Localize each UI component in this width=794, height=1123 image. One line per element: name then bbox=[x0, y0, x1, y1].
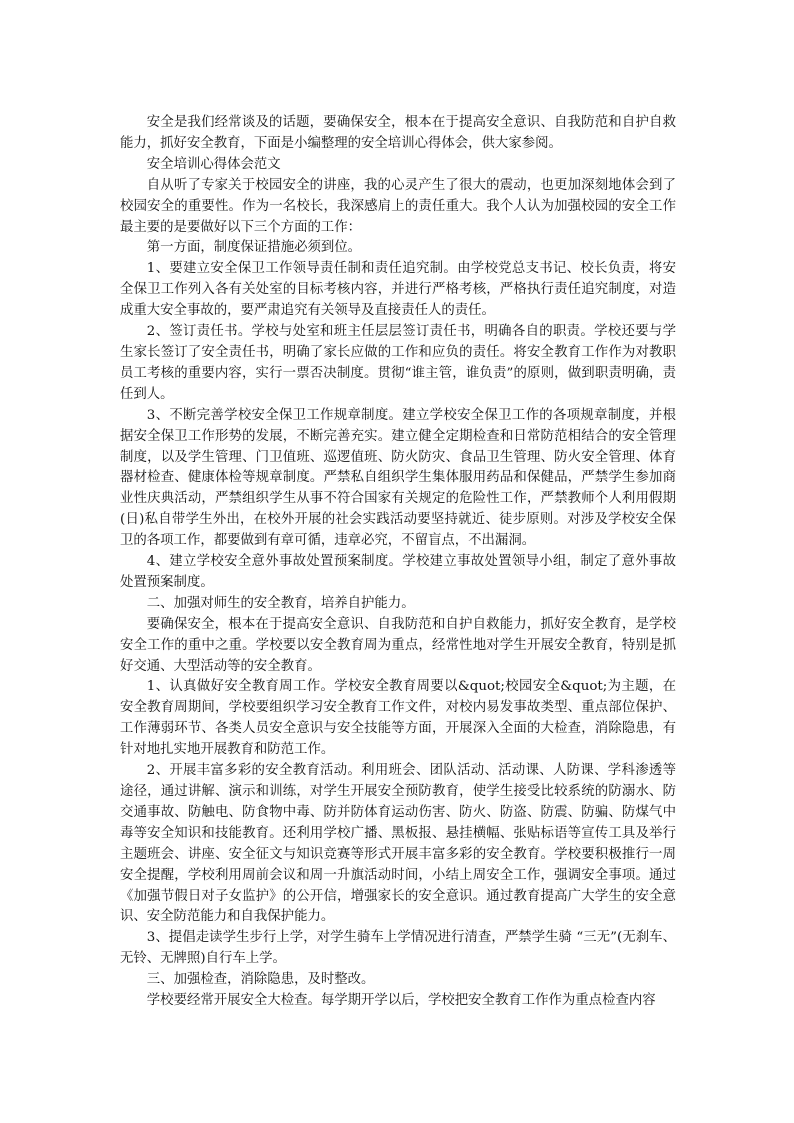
list-item: 2、签订责任书。学校与处室和班主任层层签订责任书，明确各自的职责。学校还要与学生家长签订了安全责任书，明确了家长应做的工作和应负的责任。将安全教育工作作为对教职员工考核的重要内容，实行一票否决制度。贯彻“谁主管，谁负责”的原则，做到职责明确，责任到人。 bbox=[120, 324, 676, 402]
list-item: 1、要建立安全保卫工作领导责任制和责任追究制。由学校党总支书记、校长负责，将安全保卫工作列入各有关处室的目标考核内容，并进行严格考核，严格执行责任追究制度，对造成重大安全事故的，要严肃追究有关领导及直接责任人的责任。 bbox=[120, 261, 676, 319]
list-item: 3、提倡走读学生步行上学，对学生骑车上学情况进行清查，严禁学生骑 “三无”(无刹车、无铃、无牌照)自行车上学。 bbox=[120, 930, 676, 967]
list-item: 2、开展丰富多彩的安全教育活动。利用班会、团队活动、活动课、人防课、学科渗透等途径，通过讲解、演示和训练，对学生开展安全预防教育，使学生接受比较系统的防溺水、防交通事故、防触电、防食物中毒、防并防体育运动伤害、防火、防盗、防震、防骗、防煤气中毒等安全知识和技能教育。还利用学校广播、黑板报、悬挂横幅、张贴标语等宣传工具及举行主题班会、讲座、安全征文与知识竞赛等形式开展丰富多彩的安全教育。学校要积极推行一周安全提醒，学校利用周前会议和周一升旗活动时间，小结上周安全工作，强调安全事项。通过《加强节假日对子女监护》的公开信，增强家长的安全意识。通过教育提高广大学生的安全意识、安全防范能力和自我保护能力。 bbox=[120, 763, 676, 925]
document-body bbox=[120, 113, 676, 1012]
section-heading: 二、加强对师生的安全教育，培养自护能力。 bbox=[146, 595, 415, 611]
list-item: 1、认真做好安全教育周工作。学校安全教育周要以&quot;校园安全&quot;为主题，在安全教育周期间，学校要组织学习安全教育工作文件，对校内易发事故类型、重点部位保护、工作薄弱环节、各类人员安全意识与安全技能等方面，开展深入全面的大检查，消除隐患，有针对地扎实地开展教育和防范工作。 bbox=[120, 679, 676, 758]
section-heading: 第一方面，制度保证措施必须到位。 bbox=[146, 240, 362, 256]
paragraph: 自从听了专家关于校园安全的讲座，我的心灵产生了很大的震动，也更加深刻地体会到了校园安全的重要性。作为一名校长，我深感肩上的责任重大。我个人认为加强校园的安全工作最主要的是要做好以下三个方面的工作： bbox=[120, 177, 676, 235]
list-item: 4、建立学校安全意外事故处置预案制度。学校建立事故处置领导小组，制定了意外事故处置预案制度。 bbox=[120, 554, 676, 590]
intro-paragraph: 安全是我们经常谈及的话题，要确保安全，根本在于提高安全意识、自我防范和自护自救能力，抓好安全教育，下面是小编整理的安全培训心得体会，供大家参阅。 bbox=[120, 115, 676, 151]
section-heading: 三、加强检查，消除隐患，及时整改。 bbox=[146, 972, 375, 988]
paragraph: 要确保安全，根本在于提高安全意识、自我防范和自护自救能力，抓好安全教育，是学校安全工作的重中之重。学校要以安全教育周为重点，经常性地对学生开展安全教育，特别是抓好交通、大型活动等的安全教育。 bbox=[120, 616, 676, 674]
list-item: 3、不断完善学校安全保卫工作规章制度。建立学校安全保卫工作的各项规章制度，并根据安全保卫工作形势的发展，不断完善充实。建立健全定期检查和日常防范相结合的安全管理制度，以及学生管理、门卫值班、巡逻值班、防火防灾、食品卫生管理、防火安全管理、体育器材检查、健康体检等规章制度。严禁私自组织学生集体服用药品和保健品，严禁学生参加商业性庆典活动，严禁组织学生从事不符合国家有关规定的危险性工作，严禁教师个人利用假期(日)私自带学生外出，在校外开展的社会实践活动要坚持就近、徒步原则。对涉及学校安全保卫的各项工作，都要做到有章可循，违章必究，不留盲点，不出漏洞。 bbox=[120, 407, 676, 549]
paragraph: 学校要经常开展安全大检查。每学期开学以后，学校把安全教育工作作为重点检查内容 bbox=[146, 993, 656, 1009]
article-title: 安全培训心得体会范文 bbox=[146, 156, 281, 172]
